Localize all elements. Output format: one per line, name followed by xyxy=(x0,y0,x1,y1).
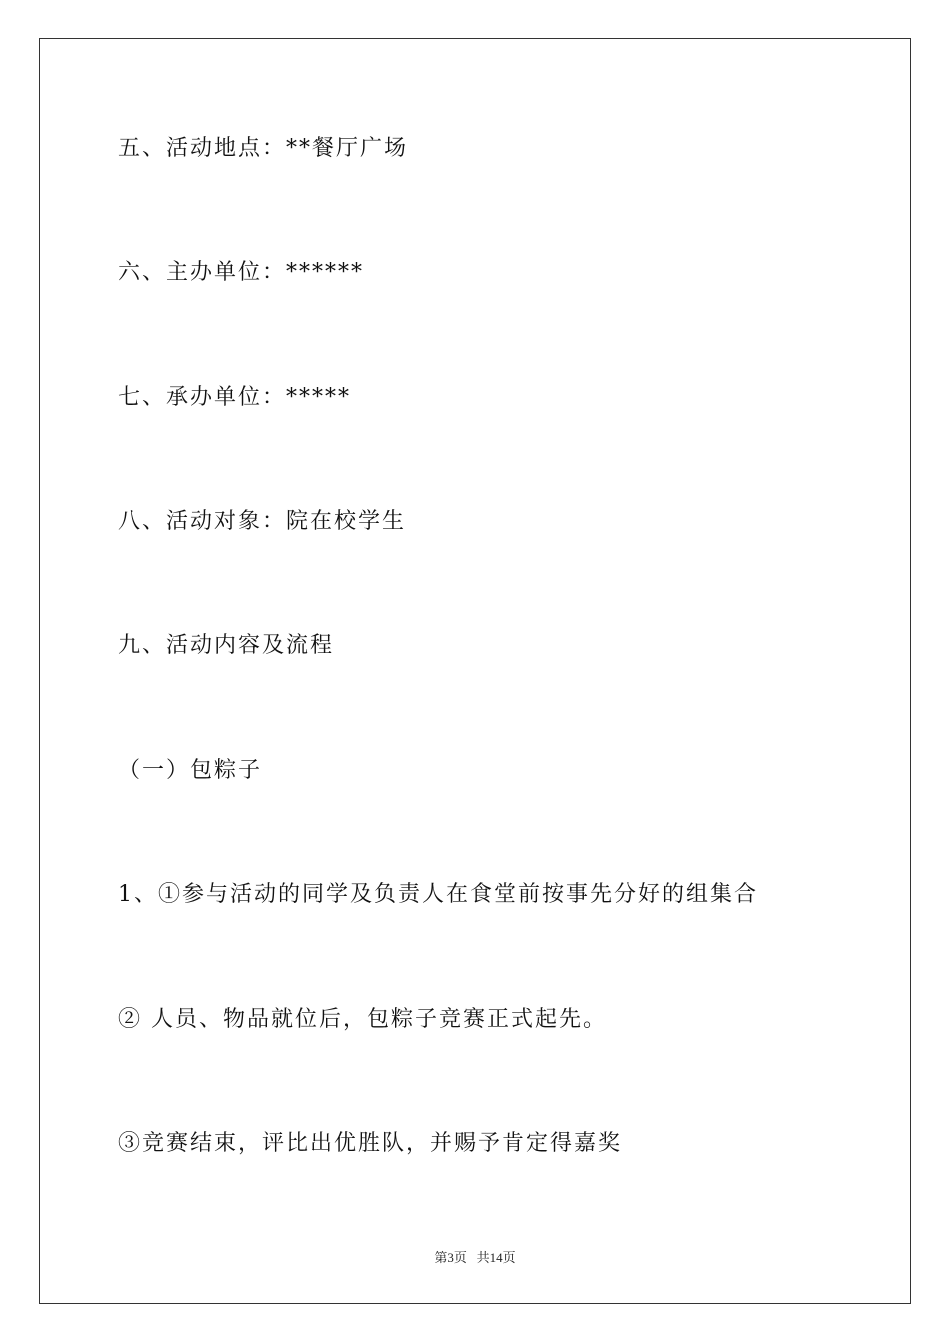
section-7-undertaker: 七、承办单位：***** xyxy=(118,385,352,410)
section-6-organizer: 六、主办单位：****** xyxy=(118,260,365,285)
section-8-participants: 八、活动对象：院在校学生 xyxy=(118,509,407,534)
page-number-footer: 第3页 共14页 xyxy=(434,1250,516,1265)
section-5-location: 五、活动地点：**餐厅广场 xyxy=(118,136,409,161)
section-9-heading: 九、活动内容及流程 xyxy=(118,633,335,658)
list-item: ② 人员、物品就位后，包粽子竞赛正式起先。 xyxy=(118,1007,607,1032)
page-frame xyxy=(39,38,911,1304)
list-item: 1、①参与活动的同学及负责人在食堂前按事先分好的组集合 xyxy=(118,882,758,907)
list-item: ③竞赛结束，评比出优胜队，并赐予肯定得嘉奖 xyxy=(118,1131,623,1156)
subsection-1-heading: （一）包粽子 xyxy=(118,758,263,783)
